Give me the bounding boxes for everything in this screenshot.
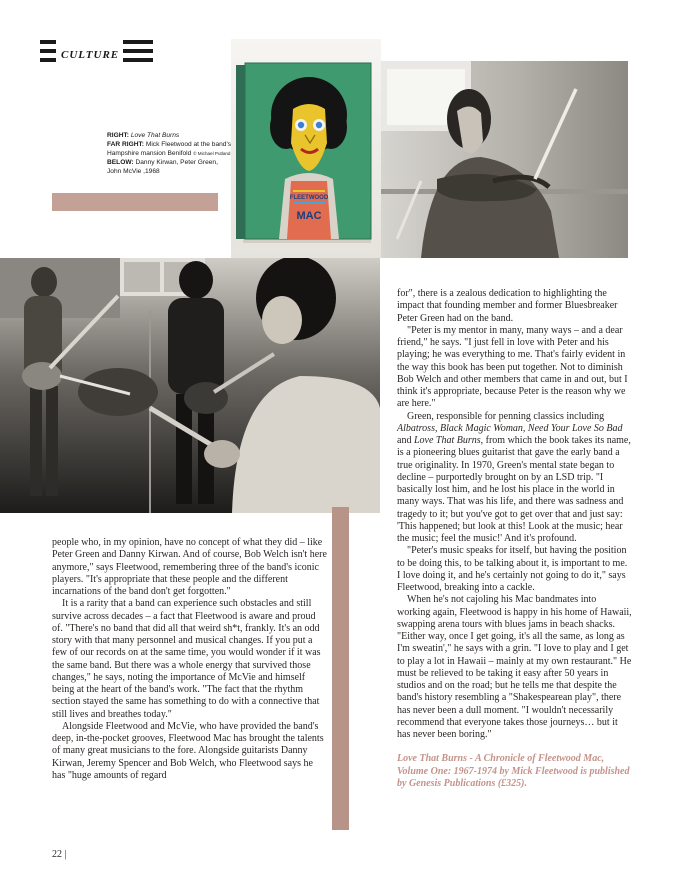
caption-far-right-text: Mick Fleetwood at the band's Hampshire mansion Benifold (107, 141, 232, 157)
article-column-right (397, 288, 632, 790)
header-bars-left (40, 40, 56, 62)
article-paragraph: "Peter is my mentor in many, many ways – and a dear friend," he says. "I just fell in love with Peter and his playing; he was everything to me. That's fairly evident in the way this book has been put together. Not to diminish Bob Welch and other members that came in and out, but I think it's appropriate, because Peter is the reason why we are here." (397, 324, 628, 410)
caption-below-text: Danny Kirwan, Peter Green, John McVie ,1968 (107, 159, 218, 175)
accent-bar-side (332, 507, 349, 830)
page-number: 22 | (52, 849, 67, 860)
article-paragraph: "Peter's music speaks for itself, but having the position to be doing this, to be talking about it, is important to me. I love doing it, and he's certainly not going to do it," says Fleetwood, breaking into a cackle. (397, 545, 628, 593)
band-rehearsal-photo (0, 258, 380, 513)
article-column-left (52, 537, 328, 782)
book-credit: Love That Burns - A Chronicle of Fleetwood Mac, Volume One: 1967-1974 by Mick Fleetwood is published by Genesis Publications (£325). (397, 753, 630, 789)
paragraph-conjunction: and (397, 435, 414, 446)
book-lettering-top: FLEETWOOD (289, 195, 329, 201)
header-bars-right (123, 40, 153, 62)
accent-bar-top (52, 193, 218, 211)
article-paragraph-song-titles (397, 411, 632, 546)
article-paragraph: When he's not cajoling his Mac bandmates into working again, Fleetwood is happy in his home of Hawaii, swapping arena tours with blues jams in beach shacks. "Either way, once I get going, it's all the same, as long as I'm sweatin'," he says with a grin. "I love to play and I get to play a lot in Hawaii – mainly at my own restaurant." He must be relieved to be taking it easy after 50 years in studios and on the road; but he tells me that despite the band's history resembling a "Shakespearean play", there has never been a dull moment. "I wouldn't necessarily recommend that everyone takes those journeys… but it has never been boring." (397, 594, 632, 740)
article-paragraph: It is a rarity that a band can experience such obstacles and still survive across decades – a fact that Fleetwood is aware and proud of. "There's no band that did all that weird sh*t, frankly. It's an odd story with that many personnel and musical changes. If you put a few of our records on at the same time, you would wonder if it was the same band. But there was a whole energy that survived those changes," he says, noting the importance of McVie and himself being at the heart of the band's work. "The fact that the rhythm section stayed the same has something to do with a connective that still lives and breathes today." (52, 598, 321, 720)
paragraph-rest: , from which the book takes its name, is a pioneering blues guitarist that gave the early band a true originality. In 1970, Green's mental state began to decline – purportedly brought on by an LSD trip. "I basically lost him, and he lost his place in the world in many ways. That was his life, and there was sadness and tragedy to it; but you've got to get over that and just say: 'This happened; but look at this! Look at the music; hear the music; feel the music!' And it's profound. (397, 435, 631, 544)
book-title: Love That Burns (413, 435, 481, 446)
caption-right-label: RIGHT: (107, 132, 129, 139)
section-label: CULTURE (61, 49, 120, 61)
article-paragraph: Alongside Fleetwood and McVie, who have provided the band's deep, in-the-pocket grooves, Fleetwood Mac has brought the talents of many great musicians to the fore. Alongside guitarists Danny Kirwan, Jeremy Spencer and Bob Welch, who Fleetwood says he has "huge amounts of regard (52, 720, 324, 781)
book-cover-photo (231, 39, 381, 258)
song-titles: Albatross, Black Magic Woman, Need Your Love So Bad (397, 422, 623, 434)
article-paragraph: for", there is a zealous dedication to highlighting the impact that founding member and former Bluesbreaker Peter Green had on the band. (397, 288, 618, 324)
caption-far-right-label: FAR RIGHT: (107, 141, 144, 148)
paragraph-intro: Green, responsible for penning classics including (407, 410, 605, 422)
fleetwood-portrait-photo (381, 61, 628, 258)
caption-below-label: BELOW: (107, 159, 134, 166)
article-paragraph: people who, in my opinion, have no concept of what they did – like Peter Green and Danny Kirwan. And of course, Bob Welch isn't here anymore," says Fleetwood, remembering three of the band's iconic players. "It's appropriate that these people and the different incarnations of the band don't get forgotten." (52, 537, 327, 597)
caption-credit: © Michael Putland (193, 151, 231, 156)
photo-captions (107, 131, 232, 176)
caption-right-text: Love That Burns (130, 132, 180, 139)
book-lettering-bottom: MAC (296, 210, 322, 222)
